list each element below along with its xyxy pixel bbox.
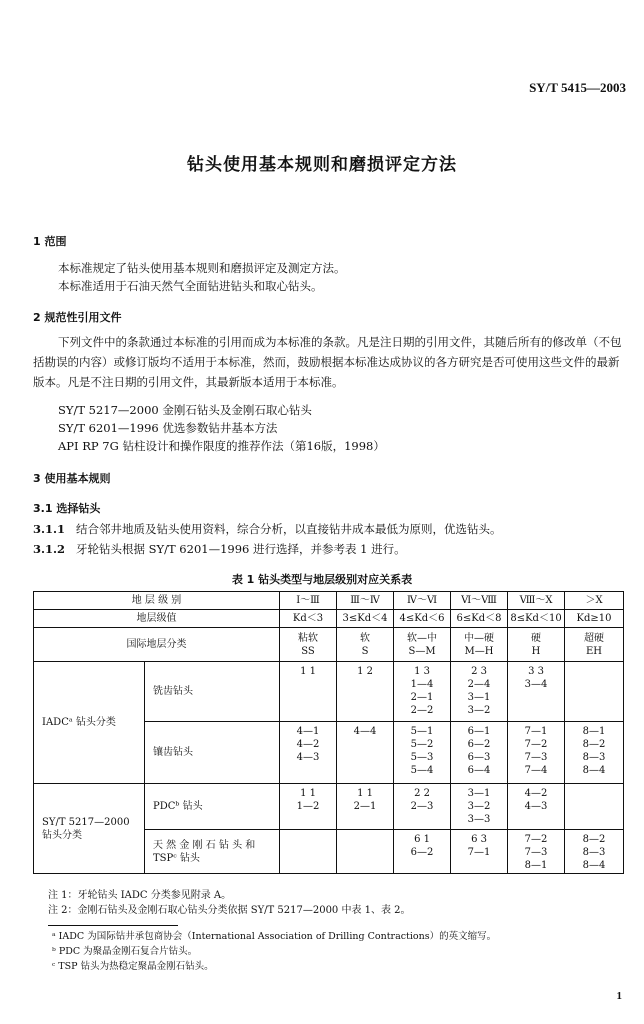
section-1-heading: 1 范围 <box>33 235 67 248</box>
intl-cell <box>280 628 337 662</box>
intl-en: EH <box>586 645 603 657</box>
table-row <box>34 592 624 610</box>
table-row <box>34 610 624 628</box>
footnote-b: ᵇ PDC 为聚晶金刚石复合片钻头。 <box>52 946 198 957</box>
code-cell: 1 1 1—2 <box>280 784 337 830</box>
intl-cn: 硬 <box>531 632 542 644</box>
code-cell: 8—1 8—2 8—3 8—4 <box>565 722 624 784</box>
iadc-group-label: IADCᵃ 钻头分类 <box>34 662 145 784</box>
clause-3-1-1-number: 3.1.1 <box>33 522 66 536</box>
section-3-heading: 3 使用基本规则 <box>33 472 111 485</box>
table-notes <box>48 888 411 918</box>
kd-cell: Kd≥10 <box>565 610 624 628</box>
clause-3-1-1-text: 结合邻井地质及钻头使用资料，综合分析，以直接钻井成本最低为原则，优选钻头。 <box>75 522 502 536</box>
sy-group-label: SY/T 5217—2000 钻头分类 <box>34 784 145 874</box>
kd-cell: 6≤Kd＜8 <box>451 610 508 628</box>
code-cell: 3 3 3—4 <box>508 662 565 722</box>
intl-cn: 软 <box>360 632 371 644</box>
code-cell <box>280 830 337 874</box>
intl-cell <box>451 628 508 662</box>
intl-cell <box>565 628 624 662</box>
intl-cell <box>394 628 451 662</box>
table-row <box>34 784 624 830</box>
table-row <box>34 662 624 722</box>
intl-cn: 软—中 <box>407 632 438 644</box>
intl-cn: 超硬 <box>584 632 605 644</box>
code-cell: 6—1 6—2 6—3 6—4 <box>451 722 508 784</box>
footnote-c: ᶜ TSP 钻头为热稳定聚晶金刚石钻头。 <box>52 961 214 972</box>
reference-2: SY/T 6201—1996 优选参数钻井基本方法 <box>58 421 278 435</box>
code-cell: 4—2 4—3 <box>508 784 565 830</box>
code-cell: 7—2 7—3 8—1 <box>508 830 565 874</box>
reference-3: API RP 7G 钻柱设计和操作限度的推荐作法（第16版，1998） <box>58 439 385 453</box>
code-cell <box>337 830 394 874</box>
intl-en: SS <box>301 645 315 657</box>
kd-cell: Kd＜3 <box>280 610 337 628</box>
code-cell: 3—1 3—2 3—3 <box>451 784 508 830</box>
intl-en: M—H <box>464 645 494 657</box>
code-cell: 7—1 7—2 7—3 7—4 <box>508 722 565 784</box>
natural-diamond-bit-label: 天 然 金 刚 石 钻 头 和 TSPᶜ 钻头 <box>145 830 280 874</box>
table-caption: 表 1 钻头类型与地层级别对应关系表 <box>231 573 413 586</box>
standard-number: SY/T 5415—2003 <box>529 80 626 95</box>
kd-cell: 3≤Kd＜4 <box>337 610 394 628</box>
level-cell: Ⅲ～Ⅳ <box>337 592 394 610</box>
table-row <box>34 628 624 662</box>
code-cell: 1 1 <box>280 662 337 722</box>
intl-cell <box>337 628 394 662</box>
reference-1: SY/T 5217—2000 金刚石钻头及金刚石取心钻头 <box>58 403 312 417</box>
bit-formation-table <box>33 591 624 874</box>
section-2-heading: 2 规范性引用文件 <box>33 311 122 324</box>
intl-cell <box>508 628 565 662</box>
footnote-a: ᵃ IADC 为国际钻井承包商协会（International Association of Drilling Contractions）的英文缩写。 <box>52 931 497 942</box>
footnote-divider <box>48 925 178 926</box>
intl-class-label: 国际地层分类 <box>34 628 280 662</box>
intl-cn: 粘软 <box>298 632 319 644</box>
clause-3-1-2-text: 牙轮钻头根据 SY/T 6201—1996 进行选择，并参考表 1 进行。 <box>75 542 406 556</box>
kd-cell: 8≤Kd＜10 <box>508 610 565 628</box>
code-cell: 6 1 6—2 <box>394 830 451 874</box>
section-2-paragraph: 下列文件中的条款通过本标准的引用而成为本标准的条款。凡是注日期的引用文件，其随后所有的修改单（不包括勘误的内容）或修订版均不适用于本标准，然而，鼓励根据本标准达成协议的各方研究是否可使用这些文件的最新版本。凡是不注日期的引用文件，其最新版本适用于本标准。 <box>33 335 622 389</box>
level-cell: Ⅵ～Ⅷ <box>451 592 508 610</box>
clause-3-1-2-number: 3.1.2 <box>33 542 66 556</box>
document-title: 钻头使用基本规则和磨损评定方法 <box>187 155 457 175</box>
section-3-1-heading: 3.1 选择钻头 <box>33 502 101 515</box>
code-cell: 2 3 2—4 3—1 3—2 <box>451 662 508 722</box>
code-cell <box>565 784 624 830</box>
intl-en: H <box>531 645 541 657</box>
level-cell: Ⅳ～Ⅵ <box>394 592 451 610</box>
code-cell: 1 2 <box>337 662 394 722</box>
code-cell <box>565 662 624 722</box>
section-1-para-1: 本标准规定了钻头使用基本规则和磨损评定及测定方法。 <box>58 261 346 275</box>
clause-3-1-2 <box>33 540 406 558</box>
intl-cn: 中—硬 <box>464 632 495 644</box>
code-cell: 4—4 <box>337 722 394 784</box>
code-cell: 8—2 8—3 8—4 <box>565 830 624 874</box>
code-cell: 6 3 7—1 <box>451 830 508 874</box>
section-1-para-2: 本标准适用于石油天然气全面钻进钻头和取心钻头。 <box>58 279 323 293</box>
code-cell: 5—1 5—2 5—3 5—4 <box>394 722 451 784</box>
code-cell: 1 3 1—4 2—1 2—2 <box>394 662 451 722</box>
kd-label: 地层级值 <box>34 610 280 628</box>
level-cell: ＞Ⅹ <box>565 592 624 610</box>
pdc-bit-label: PDCᵇ 钻头 <box>145 784 280 830</box>
code-cell: 4—1 4—2 4—3 <box>280 722 337 784</box>
level-cell: Ⅰ～Ⅲ <box>280 592 337 610</box>
level-cell: Ⅷ～Ⅹ <box>508 592 565 610</box>
code-cell: 2 2 2—3 <box>394 784 451 830</box>
clause-3-1-1 <box>33 520 501 538</box>
kd-cell: 4≤Kd＜6 <box>394 610 451 628</box>
intl-en: S—M <box>408 645 436 657</box>
note-2: 注 2：金刚石钻头及金刚石取心钻头分类依据 SY/T 5217—2000 中表 1、表 2。 <box>48 905 411 916</box>
footnotes <box>52 929 496 974</box>
insert-bit-label: 镶齿钻头 <box>145 722 280 784</box>
formation-level-label: 地 层 级 别 <box>34 592 280 610</box>
intl-en: S <box>361 645 369 657</box>
page-number: 1 <box>616 990 622 1002</box>
milled-bit-label: 铣齿钻头 <box>145 662 280 722</box>
note-1: 注 1：牙轮钻头 IADC 分类参见附录 A。 <box>48 890 232 901</box>
code-cell: 1 1 2—1 <box>337 784 394 830</box>
